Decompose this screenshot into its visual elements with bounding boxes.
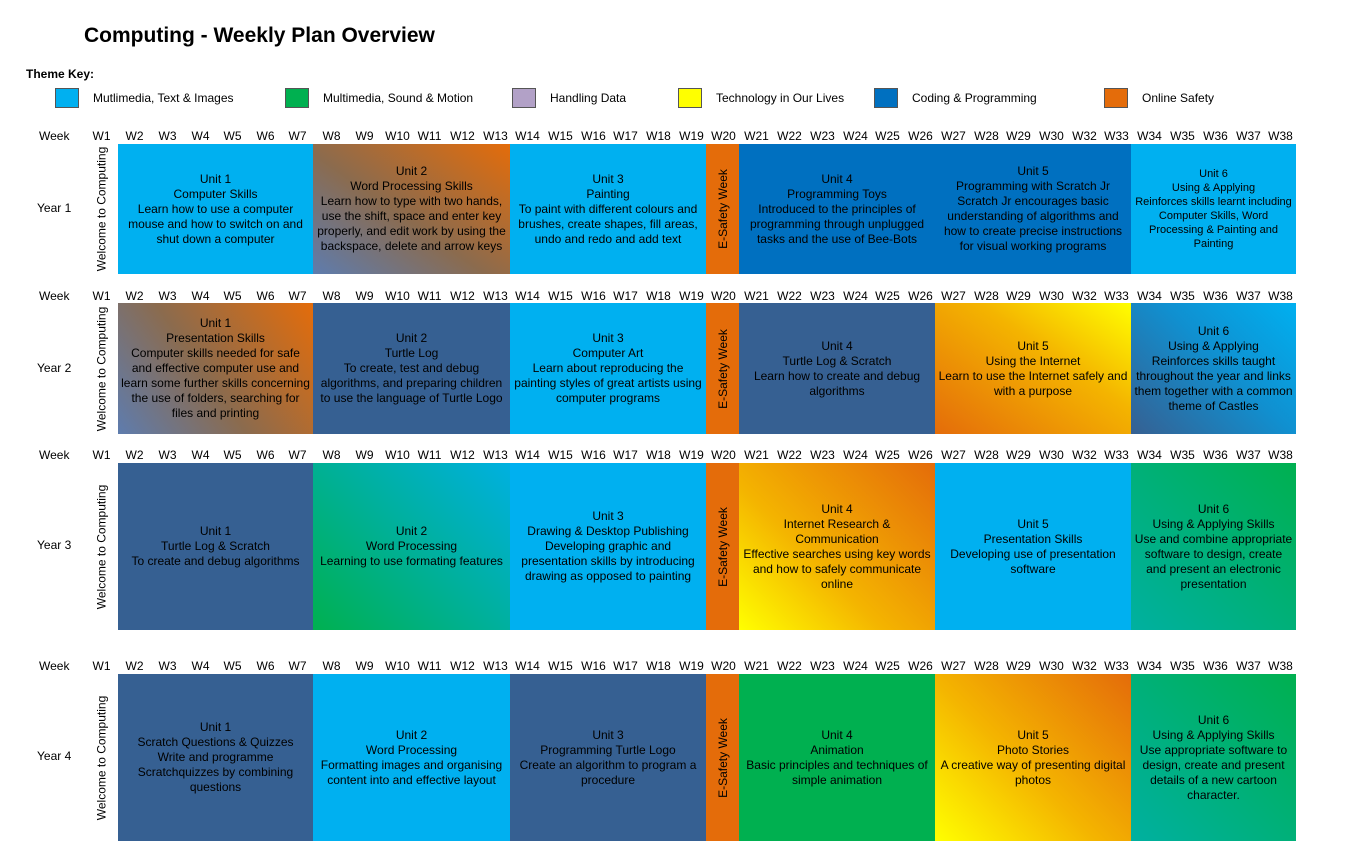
unit-number: Unit 5 bbox=[1017, 727, 1049, 742]
unit-cell bbox=[118, 463, 313, 630]
week-label: W26 bbox=[908, 448, 933, 462]
week-label: W10 bbox=[385, 448, 410, 462]
unit-cell bbox=[313, 463, 510, 630]
unit-description: Use and combine appropriate software to design, create and present an electronic presentation bbox=[1134, 531, 1293, 591]
welcome-label: Welcome to Computing bbox=[94, 306, 108, 431]
unit-cell bbox=[739, 303, 935, 434]
week-label: W30 bbox=[1039, 659, 1064, 673]
unit-title: Programming Turtle Logo bbox=[540, 742, 676, 757]
week-label: W35 bbox=[1170, 129, 1195, 143]
week-label: W27 bbox=[941, 129, 966, 143]
week-label: W9 bbox=[355, 448, 374, 462]
week-label: W33 bbox=[1104, 289, 1129, 303]
unit-cell bbox=[510, 303, 706, 434]
week-label: W16 bbox=[581, 289, 606, 303]
unit-description: Learn how to create and debug algorithms bbox=[753, 368, 921, 398]
week-label: W12 bbox=[450, 448, 475, 462]
unit-title: Word Processing Skills bbox=[350, 179, 473, 193]
week-label: W7 bbox=[288, 289, 307, 303]
unit-number: Unit 4 bbox=[821, 171, 853, 186]
theme-key-label-text: Mutlimedia, Text & Images bbox=[93, 91, 234, 105]
theme-key-swatch bbox=[285, 88, 309, 108]
week-label: W37 bbox=[1236, 129, 1261, 143]
week-label: W34 bbox=[1137, 129, 1162, 143]
week-label: W27 bbox=[941, 448, 966, 462]
week-label: W1 bbox=[92, 448, 111, 462]
week-label: W8 bbox=[322, 289, 341, 303]
theme-key-swatch bbox=[55, 88, 79, 108]
unit-number: Unit 6 bbox=[1197, 323, 1230, 338]
week-label: W9 bbox=[355, 129, 374, 143]
week-label: W32 bbox=[1072, 448, 1097, 462]
week-label: W32 bbox=[1072, 289, 1097, 303]
week-label: W21 bbox=[744, 289, 769, 303]
unit-cell bbox=[1131, 674, 1296, 841]
week-label: W35 bbox=[1170, 289, 1195, 303]
week-header-label: Week bbox=[39, 289, 70, 303]
week-label: W7 bbox=[288, 129, 307, 143]
unit-number: Unit 3 bbox=[592, 509, 624, 523]
unit-description: Computer skills needed for safe and effective computer use and learn some further skills concerning the use of folders, searching for files and printing bbox=[121, 346, 310, 420]
week-label: W12 bbox=[450, 129, 475, 143]
week-label: W23 bbox=[810, 289, 835, 303]
week-label: W10 bbox=[385, 659, 410, 673]
week-label: W13 bbox=[483, 129, 508, 143]
unit-cell bbox=[739, 144, 935, 274]
week-label: W13 bbox=[483, 659, 508, 673]
week-label: W4 bbox=[191, 659, 210, 673]
week-label: W18 bbox=[646, 289, 671, 303]
unit-number: Unit 4 bbox=[821, 501, 853, 516]
unit-description: A creative way of presenting digital photos bbox=[940, 757, 1126, 787]
year-label: Year 1 bbox=[37, 201, 72, 215]
unit-number: Unit 2 bbox=[395, 331, 428, 345]
unit-cell bbox=[313, 144, 510, 274]
week-label: W4 bbox=[191, 289, 210, 303]
week-label: W6 bbox=[256, 448, 275, 462]
theme-key-swatch bbox=[512, 88, 536, 108]
unit-cell bbox=[739, 463, 935, 630]
week-label: W5 bbox=[223, 659, 242, 673]
week-label: W30 bbox=[1039, 129, 1064, 143]
week-header-label: Week bbox=[39, 448, 70, 462]
welcome-label: Welcome to Computing bbox=[94, 484, 108, 609]
theme-key-item bbox=[678, 87, 844, 109]
theme-key-swatch bbox=[678, 88, 702, 108]
unit-title: Using & Applying bbox=[1171, 182, 1256, 194]
theme-key-label-text: Multimedia, Sound & Motion bbox=[323, 91, 474, 105]
unit-title: Animation bbox=[810, 742, 864, 757]
year-label: Year 4 bbox=[37, 749, 72, 763]
week-label: W25 bbox=[875, 129, 900, 143]
unit-title: Turtle Log & Scratch bbox=[161, 539, 270, 553]
unit-cell bbox=[510, 463, 706, 630]
week-label: W23 bbox=[810, 129, 835, 143]
week-label: W38 bbox=[1268, 289, 1293, 303]
week-label: W2 bbox=[125, 448, 144, 462]
week-label: W8 bbox=[322, 659, 341, 673]
week-label: W29 bbox=[1006, 659, 1031, 673]
unit-title: Word Processing bbox=[365, 539, 458, 553]
week-label: W6 bbox=[256, 659, 275, 673]
week-label: W1 bbox=[92, 289, 111, 303]
week-header-row bbox=[0, 659, 1347, 675]
unit-title: Programming Toys bbox=[787, 186, 887, 201]
week-header-row bbox=[0, 448, 1347, 464]
esafety-week-label: E-Safety Week bbox=[715, 506, 730, 587]
week-label: W14 bbox=[515, 129, 540, 143]
unit-cell bbox=[118, 144, 313, 274]
week-label: W20 bbox=[711, 448, 736, 462]
theme-key-item bbox=[1104, 87, 1214, 109]
unit-description: Developing graphic and presentation skills by introducing drawing as opposed to painting bbox=[521, 539, 695, 583]
unit-description: Learn to use the Internet safely and with a purpose bbox=[938, 368, 1128, 398]
unit-title: Turtle Log & Scratch bbox=[782, 353, 892, 368]
theme-key-label-text: Online Safety bbox=[1142, 91, 1215, 105]
theme-key-label: Theme Key: bbox=[26, 67, 95, 81]
week-label: W29 bbox=[1006, 289, 1031, 303]
unit-description: Scratch Jr encourages basic understanding of algorithms and how to create precise instructions for visual working programs bbox=[943, 194, 1123, 253]
week-label: W32 bbox=[1072, 129, 1097, 143]
unit-title: Programming with Scratch Jr bbox=[955, 179, 1111, 193]
week-label: W34 bbox=[1137, 448, 1162, 462]
unit-number: Unit 6 bbox=[1197, 712, 1230, 727]
week-label: W13 bbox=[483, 448, 508, 462]
week-label: W14 bbox=[515, 289, 540, 303]
week-label: W18 bbox=[646, 129, 671, 143]
week-label: W2 bbox=[125, 659, 144, 673]
unit-number: Unit 1 bbox=[199, 316, 232, 330]
unit-title: Photo Stories bbox=[996, 742, 1070, 757]
week-label: W24 bbox=[843, 289, 868, 303]
week-label: W11 bbox=[417, 129, 442, 143]
unit-cell bbox=[510, 144, 706, 274]
unit-cell bbox=[313, 303, 510, 434]
esafety-week-cell bbox=[706, 144, 739, 274]
week-label: W7 bbox=[288, 448, 307, 462]
unit-title: Using & Applying Skills bbox=[1152, 516, 1275, 531]
unit-title: Using the Internet bbox=[985, 353, 1081, 368]
week-label: W38 bbox=[1268, 659, 1293, 673]
week-label: W37 bbox=[1236, 289, 1261, 303]
week-label: W19 bbox=[679, 289, 704, 303]
week-header-label: Week bbox=[39, 659, 70, 673]
week-label: W22 bbox=[777, 659, 802, 673]
week-label: W19 bbox=[679, 129, 704, 143]
week-label: W17 bbox=[613, 129, 638, 143]
unit-cell bbox=[313, 674, 510, 841]
unit-number: Unit 5 bbox=[1017, 164, 1049, 178]
unit-cell bbox=[1131, 303, 1296, 434]
week-label: W2 bbox=[125, 129, 144, 143]
unit-description: To create and debug algorithms bbox=[131, 554, 300, 568]
week-label: W11 bbox=[417, 448, 442, 462]
unit-number: Unit 5 bbox=[1017, 338, 1049, 353]
esafety-week-cell bbox=[706, 303, 739, 434]
week-label: W29 bbox=[1006, 448, 1031, 462]
theme-key-label-text: Technology in Our Lives bbox=[716, 91, 845, 105]
week-label: W16 bbox=[581, 129, 606, 143]
unit-title: Painting bbox=[586, 186, 630, 201]
week-label: W10 bbox=[385, 289, 410, 303]
week-label: W26 bbox=[908, 659, 933, 673]
unit-number: Unit 1 bbox=[199, 720, 232, 734]
unit-title: Computer Skills bbox=[173, 186, 258, 201]
week-label: W12 bbox=[450, 289, 475, 303]
week-label: W15 bbox=[548, 129, 573, 143]
week-label: W37 bbox=[1236, 448, 1261, 462]
unit-cell bbox=[118, 674, 313, 841]
week-label: W23 bbox=[810, 659, 835, 673]
page-title: Computing - Weekly Plan Overview bbox=[84, 24, 435, 47]
week-label: W1 bbox=[92, 659, 111, 673]
unit-title: Presentation Skills bbox=[983, 531, 1083, 546]
unit-description: Write and programme Scratchquizzes by combining questions bbox=[137, 750, 294, 794]
unit-cell bbox=[935, 144, 1131, 274]
week-label: W19 bbox=[679, 659, 704, 673]
week-label: W21 bbox=[744, 659, 769, 673]
welcome-label: Welcome to Computing bbox=[94, 695, 108, 820]
week-label: W26 bbox=[908, 289, 933, 303]
theme-key-swatch bbox=[874, 88, 898, 108]
unit-description: Create an algorithm to program a procedure bbox=[519, 757, 697, 787]
unit-cell bbox=[935, 303, 1131, 434]
unit-title: Presentation Skills bbox=[166, 331, 265, 345]
unit-title: Using & Applying bbox=[1168, 338, 1259, 353]
week-label: W12 bbox=[450, 659, 475, 673]
week-label: W18 bbox=[646, 659, 671, 673]
unit-number: Unit 1 bbox=[199, 524, 232, 538]
week-label: W34 bbox=[1137, 659, 1162, 673]
unit-number: Unit 5 bbox=[1017, 516, 1049, 531]
week-label: W2 bbox=[125, 289, 144, 303]
week-label: W28 bbox=[974, 659, 999, 673]
week-label: W22 bbox=[777, 448, 802, 462]
week-label: W26 bbox=[908, 129, 933, 143]
week-label: W19 bbox=[679, 448, 704, 462]
week-label: W28 bbox=[974, 289, 999, 303]
week-label: W27 bbox=[941, 659, 966, 673]
week-label: W20 bbox=[711, 129, 736, 143]
unit-description: Learn how to use a computer mouse and how to switch on and shut down a computer bbox=[128, 201, 303, 246]
week-label: W34 bbox=[1137, 289, 1162, 303]
week-label: W17 bbox=[613, 448, 638, 462]
week-label: W25 bbox=[875, 289, 900, 303]
theme-key-item bbox=[512, 87, 626, 109]
unit-cell bbox=[739, 674, 935, 841]
week-label: W15 bbox=[548, 659, 573, 673]
unit-description: Learning to use formating features bbox=[320, 554, 503, 568]
unit-cell bbox=[1131, 144, 1296, 274]
unit-description: Basic principles and techniques of simple animation bbox=[746, 757, 928, 787]
unit-description: To paint with different colours and brushes, create shapes, fill areas, undo and redo and add text bbox=[518, 201, 698, 246]
unit-title: Turtle Log bbox=[384, 346, 439, 360]
unit-number: Unit 4 bbox=[821, 727, 853, 742]
unit-number: Unit 2 bbox=[395, 164, 428, 178]
welcome-label: Welcome to Computing bbox=[94, 146, 108, 272]
week-label: W15 bbox=[548, 289, 573, 303]
unit-number: Unit 3 bbox=[592, 727, 624, 742]
week-label: W6 bbox=[256, 289, 275, 303]
unit-number: Unit 4 bbox=[821, 338, 853, 353]
week-label: W21 bbox=[744, 129, 769, 143]
unit-number: Unit 1 bbox=[199, 171, 232, 186]
week-label: W9 bbox=[355, 659, 374, 673]
week-label: W22 bbox=[777, 129, 802, 143]
week-label: W32 bbox=[1072, 659, 1097, 673]
week-label: W13 bbox=[483, 289, 508, 303]
welcome-to-computing bbox=[88, 674, 114, 841]
week-label: W30 bbox=[1039, 448, 1064, 462]
unit-description: Introduced to the principles of programming through unplugged tasks and the use of Bee-Bots bbox=[749, 201, 925, 246]
week-label: W6 bbox=[256, 129, 275, 143]
unit-description: Use appropriate software to design, create and present details of a new cartoon character. bbox=[1139, 742, 1288, 802]
week-label: W9 bbox=[355, 289, 374, 303]
week-label: W24 bbox=[843, 448, 868, 462]
week-label: W15 bbox=[548, 448, 573, 462]
unit-description: Learn about reproducing the painting styles of great artists using computer programs bbox=[514, 361, 702, 405]
unit-cell bbox=[935, 674, 1131, 841]
unit-title: Using & Applying Skills bbox=[1152, 727, 1275, 742]
week-label: W38 bbox=[1268, 129, 1293, 143]
week-label: W4 bbox=[191, 448, 210, 462]
unit-number: Unit 6 bbox=[1197, 501, 1230, 516]
week-label: W11 bbox=[417, 289, 442, 303]
unit-number: Unit 2 bbox=[395, 727, 428, 742]
unit-title: Scratch Questions & Quizzes bbox=[137, 735, 294, 749]
unit-number: Unit 6 bbox=[1199, 168, 1228, 180]
week-label: W27 bbox=[941, 289, 966, 303]
esafety-week-label: E-Safety Week bbox=[715, 328, 730, 409]
unit-description: Formatting images and organising content into and effective layout bbox=[320, 757, 503, 787]
unit-description: To create, test and debug algorithms, and preparing children to use the language of Turtle Logo bbox=[320, 361, 503, 405]
week-label: W3 bbox=[158, 659, 177, 673]
week-label: W36 bbox=[1203, 659, 1228, 673]
unit-description: Reinforces skills taught throughout the year and links them together with a common theme of Castles bbox=[1134, 353, 1293, 413]
week-header-row bbox=[0, 129, 1347, 145]
week-label: W24 bbox=[843, 129, 868, 143]
week-label: W22 bbox=[777, 289, 802, 303]
unit-cell bbox=[935, 463, 1131, 630]
week-label: W14 bbox=[515, 659, 540, 673]
week-label: W14 bbox=[515, 448, 540, 462]
week-label: W25 bbox=[875, 659, 900, 673]
week-label: W29 bbox=[1006, 129, 1031, 143]
unit-number: Unit 2 bbox=[395, 524, 428, 538]
week-label: W16 bbox=[581, 448, 606, 462]
week-label: W36 bbox=[1203, 289, 1228, 303]
week-label: W35 bbox=[1170, 448, 1195, 462]
week-label: W37 bbox=[1236, 659, 1261, 673]
unit-description: Learn how to type with two hands, use the shift, space and enter key properly, and edit work by using the backspace, delete and arrow keys bbox=[317, 194, 506, 253]
week-label: W33 bbox=[1104, 448, 1129, 462]
week-label: W5 bbox=[223, 129, 242, 143]
unit-cell bbox=[1131, 463, 1296, 630]
week-label: W1 bbox=[92, 129, 111, 143]
week-label: W3 bbox=[158, 448, 177, 462]
theme-key-item bbox=[874, 87, 1037, 109]
esafety-week-label: E-Safety Week bbox=[715, 717, 730, 798]
week-label: W24 bbox=[843, 659, 868, 673]
year-label: Year 2 bbox=[37, 361, 72, 375]
week-label: W7 bbox=[288, 659, 307, 673]
unit-title: Internet Research & Communication bbox=[783, 516, 891, 546]
week-header-label: Week bbox=[39, 129, 70, 143]
theme-key-swatch bbox=[1104, 88, 1128, 108]
unit-number: Unit 3 bbox=[592, 331, 624, 345]
unit-title: Drawing & Desktop Publishing bbox=[527, 524, 689, 538]
week-label: W5 bbox=[223, 289, 242, 303]
week-label: W17 bbox=[613, 659, 638, 673]
week-label: W16 bbox=[581, 659, 606, 673]
esafety-week-cell bbox=[706, 674, 739, 841]
week-label: W20 bbox=[711, 289, 736, 303]
theme-key-label-text: Handling Data bbox=[550, 91, 627, 105]
week-label: W3 bbox=[158, 129, 177, 143]
theme-key-label-text: Coding & Programming bbox=[912, 91, 1037, 105]
week-label: W23 bbox=[810, 448, 835, 462]
week-label: W36 bbox=[1203, 448, 1228, 462]
unit-number: Unit 3 bbox=[592, 171, 624, 186]
week-label: W36 bbox=[1203, 129, 1228, 143]
week-label: W11 bbox=[417, 659, 442, 673]
theme-key-item bbox=[285, 87, 473, 109]
unit-cell bbox=[118, 303, 313, 434]
theme-key-item bbox=[55, 87, 234, 109]
week-label: W38 bbox=[1268, 448, 1293, 462]
unit-description: Effective searches using key words and how to safely communicate online bbox=[743, 546, 931, 591]
week-label: W4 bbox=[191, 129, 210, 143]
unit-cell bbox=[510, 674, 706, 841]
week-label: W18 bbox=[646, 448, 671, 462]
welcome-to-computing bbox=[88, 144, 114, 274]
esafety-week-cell bbox=[706, 463, 739, 630]
welcome-to-computing bbox=[88, 303, 114, 434]
welcome-to-computing bbox=[88, 463, 114, 630]
week-label: W5 bbox=[223, 448, 242, 462]
unit-description: Developing use of presentation software bbox=[950, 546, 1116, 576]
week-label: W3 bbox=[158, 289, 177, 303]
week-label: W30 bbox=[1039, 289, 1064, 303]
week-label: W20 bbox=[711, 659, 736, 673]
week-label: W33 bbox=[1104, 129, 1129, 143]
year-label: Year 3 bbox=[37, 538, 72, 552]
esafety-week-label: E-Safety Week bbox=[715, 169, 730, 249]
unit-description: Reinforces skills learnt including Computer Skills, Word Processing & Painting and Painting bbox=[1135, 196, 1292, 250]
week-label: W25 bbox=[875, 448, 900, 462]
week-label: W28 bbox=[974, 448, 999, 462]
week-label: W8 bbox=[322, 129, 341, 143]
week-label: W28 bbox=[974, 129, 999, 143]
week-label: W33 bbox=[1104, 659, 1129, 673]
week-label: W17 bbox=[613, 289, 638, 303]
week-label: W21 bbox=[744, 448, 769, 462]
week-label: W35 bbox=[1170, 659, 1195, 673]
unit-title: Computer Art bbox=[572, 346, 644, 360]
week-label: W8 bbox=[322, 448, 341, 462]
week-label: W10 bbox=[385, 129, 410, 143]
unit-title: Word Processing bbox=[365, 742, 458, 757]
